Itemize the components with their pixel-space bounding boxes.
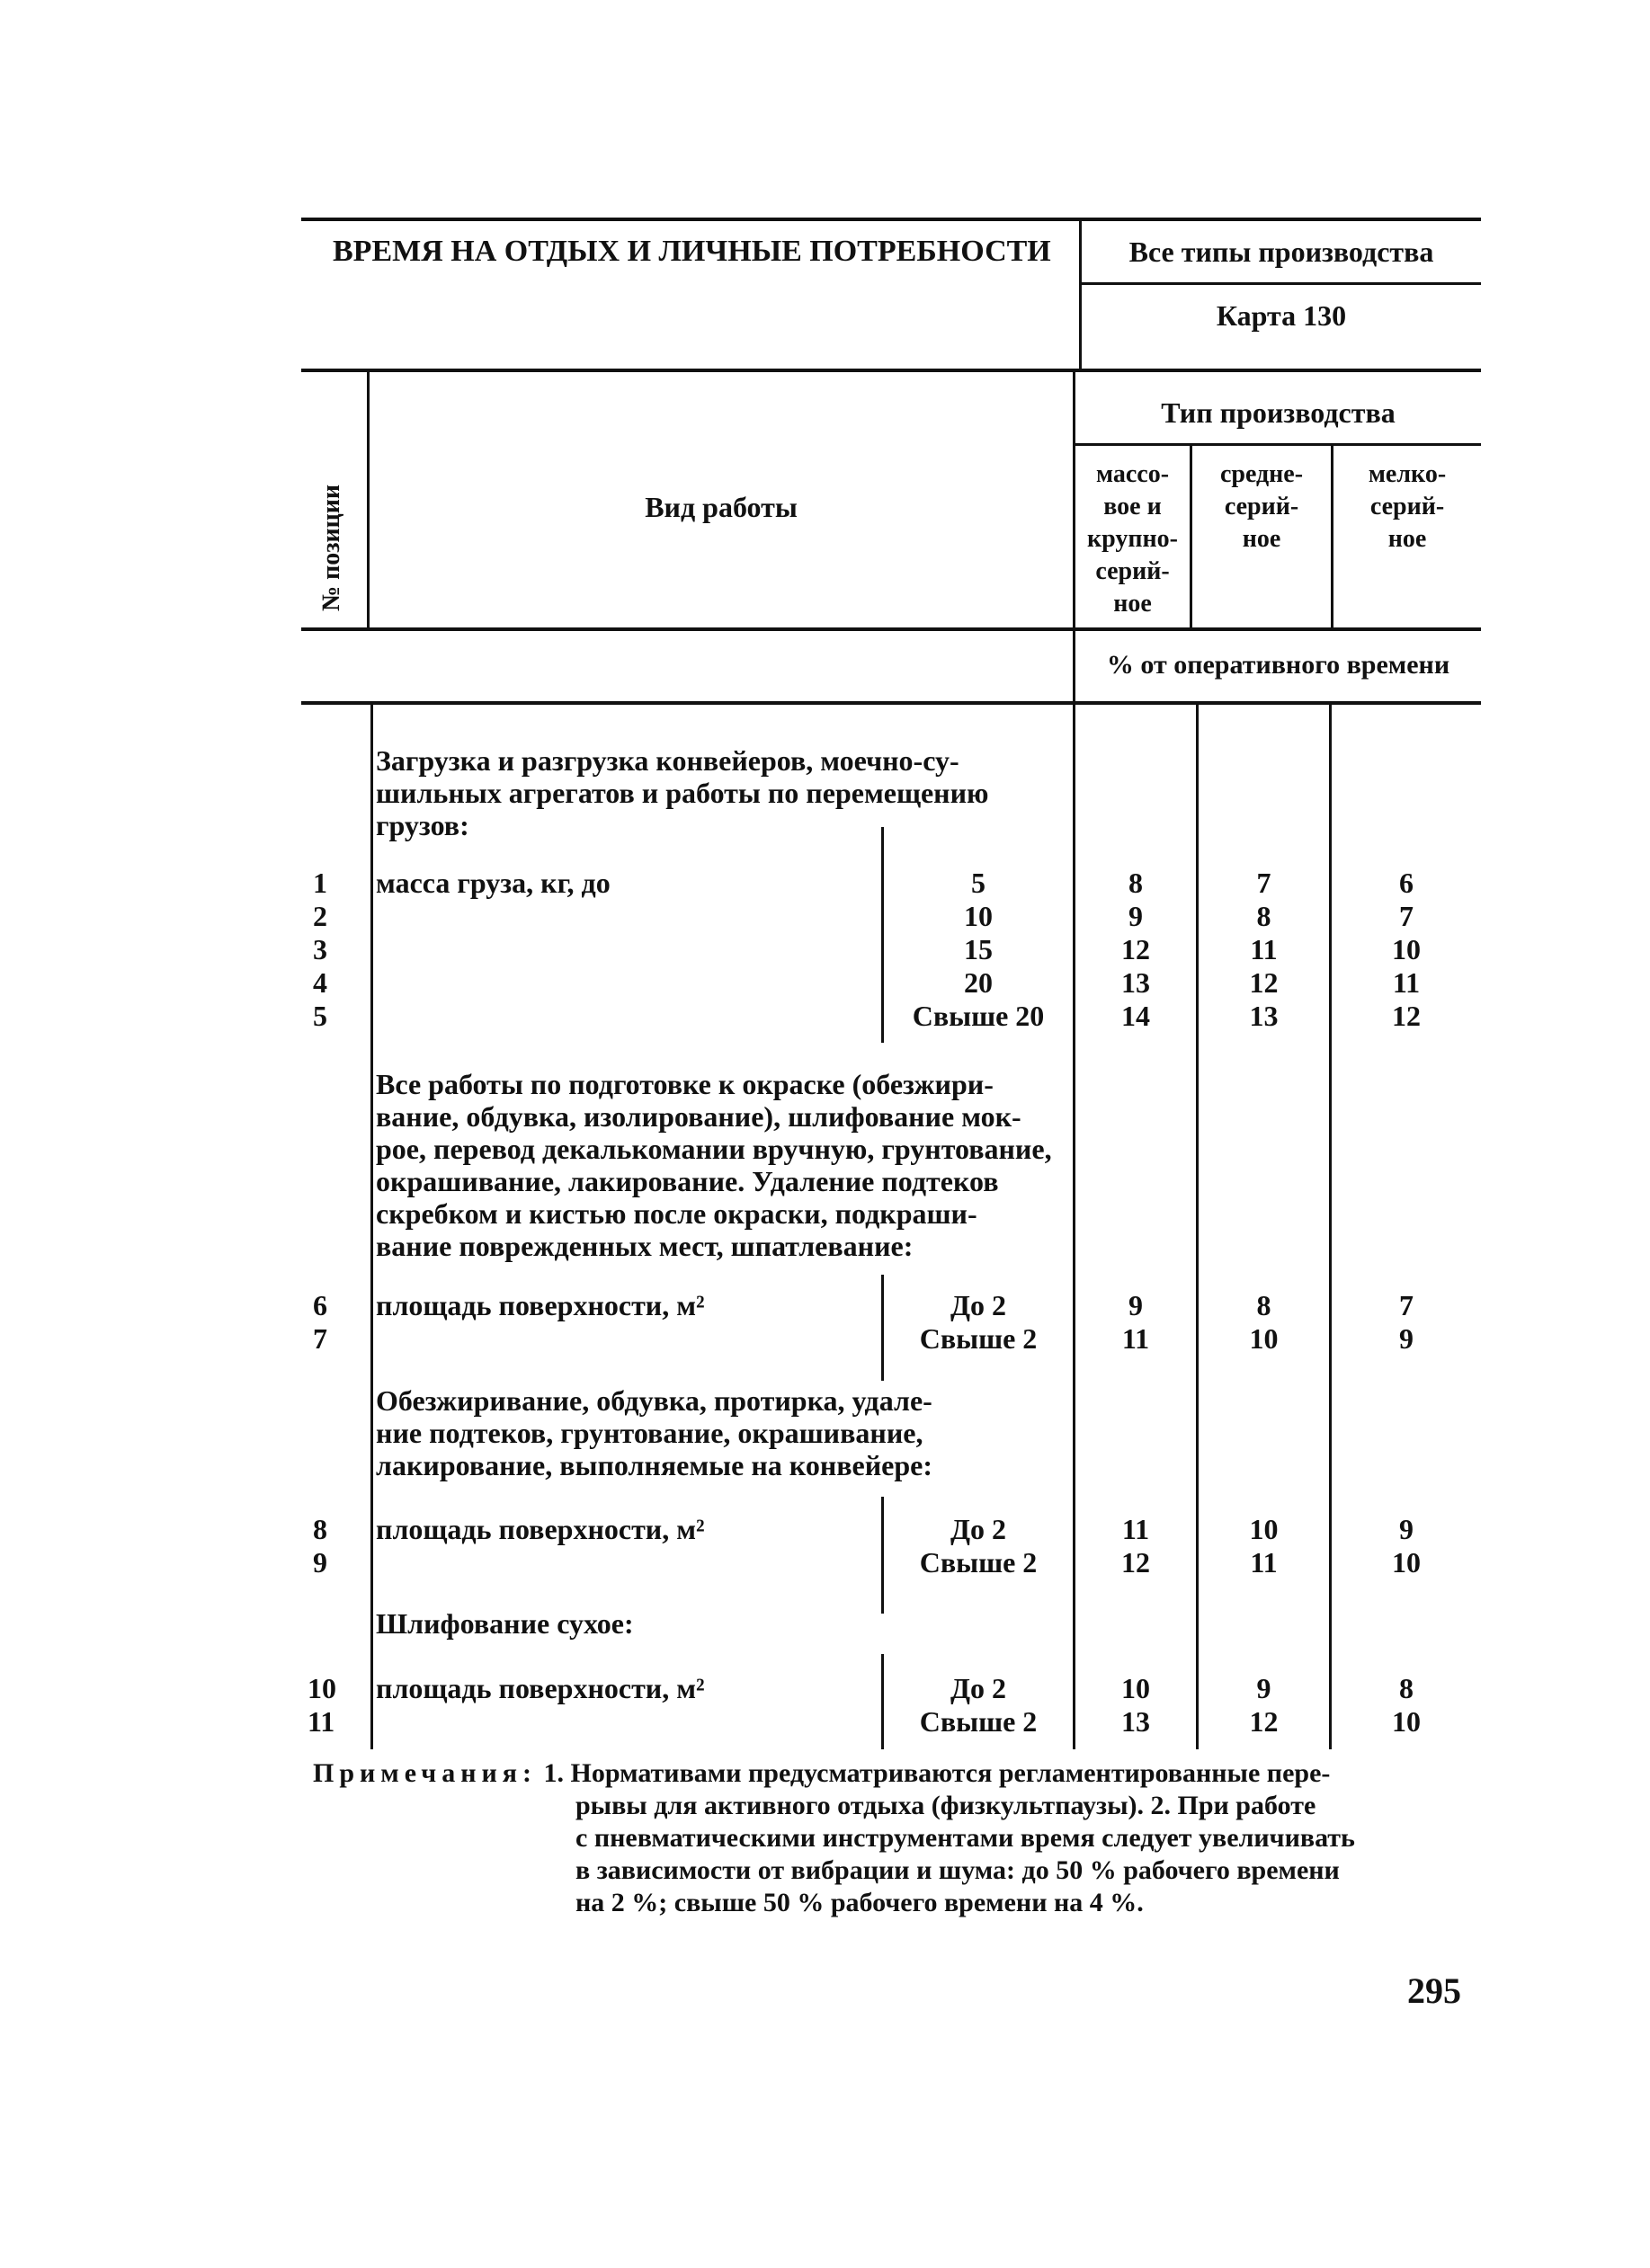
cell-small: 10: [1392, 1705, 1421, 1738]
col-small-header: мелко- серий- ное: [1368, 460, 1447, 553]
table-head-mid-rule: [301, 627, 1481, 631]
row-number: 2: [313, 900, 327, 932]
row-range: 10: [964, 900, 993, 932]
cell-mass: 12: [1121, 1546, 1150, 1579]
production-type-header: Тип производства: [1161, 396, 1396, 429]
row-number: 7: [313, 1322, 327, 1355]
col-mass-header: массо- вое и крупно- серий- ное: [1087, 460, 1178, 618]
table-head-top-rule: [301, 369, 1481, 372]
cell-medium: 12: [1249, 966, 1279, 999]
row-number: 9: [313, 1546, 327, 1579]
cell-medium: 10: [1249, 1513, 1279, 1545]
row-number: 1: [313, 867, 327, 899]
row-number: 5: [313, 1000, 327, 1032]
cell-medium: 9: [1256, 1672, 1271, 1704]
group-2-parameter: площадь поверхности, м²: [376, 1289, 705, 1321]
row-range: 15: [964, 933, 993, 965]
notes-text-line: 1. Нормативами предусматриваются регламентированные пере-: [543, 1758, 1331, 1788]
cell-medium: 11: [1250, 933, 1278, 965]
row-range: До 2: [950, 1513, 1006, 1545]
production-types-label: Все типы производства: [1128, 236, 1434, 268]
row-range: Свыше 20: [912, 1000, 1045, 1032]
cell-mass: 11: [1121, 1322, 1150, 1355]
cell-mass: 13: [1121, 1705, 1150, 1738]
cell-mass: 9: [1128, 900, 1143, 932]
group-1-description: Загрузка и разгрузка конвейеров, моечно-су- шильных агрегатов и работы по перемещению грузов:: [376, 744, 989, 841]
cell-small: 11: [1392, 966, 1421, 999]
cell-mass: 12: [1121, 933, 1150, 965]
top-rule: [301, 218, 1481, 221]
card-rule: [1082, 282, 1481, 285]
unit-header: % от оперативного времени: [1106, 650, 1450, 680]
body-work-rule: [1073, 705, 1075, 1749]
cell-mass: 13: [1121, 966, 1150, 999]
cell-mass: 10: [1121, 1672, 1150, 1704]
cell-medium: 10: [1249, 1322, 1279, 1355]
body-left-rule: [370, 705, 373, 1749]
row-number: 6: [313, 1289, 327, 1321]
row-number: 4: [313, 966, 327, 999]
body-medium-rule: [1329, 705, 1332, 1749]
body-mass-rule: [1196, 705, 1199, 1749]
group-1-parameter: масса груза, кг, до: [376, 867, 611, 899]
cell-small: 12: [1392, 1000, 1421, 1032]
notes-continuation: рывы для активного отдыха (физкультпаузы). 2. При работе с пневматическими инструментами время следует увеличивать в зависимости от вибрации и шума: до 50 % рабочего времени на 2 %; свыше 50 % рабочего времени на 4 %.: [575, 1791, 1355, 1917]
page-number: 295: [1407, 1970, 1461, 2011]
group-4-parameter: площадь поверхности, м²: [376, 1672, 705, 1704]
row-number: 11: [308, 1705, 335, 1738]
row-range: До 2: [950, 1289, 1006, 1321]
group-3-parameter: площадь поверхности, м²: [376, 1513, 705, 1545]
cell-medium: 8: [1256, 1289, 1271, 1321]
row-range: До 2: [950, 1672, 1006, 1704]
row-number: 3: [313, 933, 327, 965]
notes-first-line: [313, 1757, 1482, 1790]
cell-medium: 11: [1250, 1546, 1278, 1579]
cell-mass: 14: [1121, 1000, 1150, 1032]
row-number: 8: [313, 1513, 327, 1545]
position-number-header: № позиции: [317, 484, 345, 611]
cell-medium: 12: [1249, 1705, 1279, 1738]
row-range: Свыше 2: [919, 1546, 1038, 1579]
row-number: 10: [308, 1672, 336, 1704]
work-type-header: Вид работы: [645, 491, 798, 523]
cell-mass: 11: [1121, 1513, 1150, 1545]
group-4-description: Шлифование сухое:: [376, 1607, 634, 1640]
cell-small: 7: [1399, 1289, 1414, 1321]
cell-small: 6: [1399, 867, 1414, 899]
cell-medium: 7: [1256, 867, 1271, 899]
col-medium-header: средне- серий- ное: [1219, 460, 1304, 553]
cell-mass: 8: [1128, 867, 1143, 899]
row-range: Свыше 2: [919, 1322, 1038, 1355]
notes-label: Примечания:: [313, 1758, 538, 1788]
row-range: 20: [964, 966, 993, 999]
production-type-rule: [1075, 443, 1481, 446]
table-head-bottom-rule: [301, 701, 1481, 705]
cell-small: 9: [1399, 1513, 1414, 1545]
row-range: 5: [971, 867, 986, 899]
cell-small: 10: [1392, 1546, 1421, 1579]
cell-small: 8: [1399, 1672, 1414, 1704]
group-3-description: Обезжиривание, обдувка, протирка, удале- ние подтеков, грунтование, окрашивание, лакирование, выполняемые на конвейере:: [376, 1384, 933, 1481]
cell-medium: 13: [1249, 1000, 1279, 1032]
cell-small: 7: [1399, 900, 1414, 932]
group-2-description: Все работы по подготовке к окраске (обезжири- вание, обдувка, изолирование), шлифование мок- рое, перевод декалькомании вручную, грунтование, окрашивание, лакирование. Удаление подтеков скребком и кистью после окраски, подкраши- вание поврежденных мест, шпатлевание:: [376, 1068, 1052, 1262]
card-number: Карта 130: [1216, 299, 1347, 332]
cell-medium: 8: [1256, 900, 1271, 932]
cell-small: 10: [1392, 933, 1421, 965]
cell-small: 9: [1399, 1322, 1414, 1355]
cell-mass: 9: [1128, 1289, 1143, 1321]
row-range: Свыше 2: [919, 1705, 1038, 1738]
page-title: ВРЕМЯ НА ОТДЫХ И ЛИЧНЫЕ ПОТРЕБНОСТИ: [333, 235, 1051, 268]
